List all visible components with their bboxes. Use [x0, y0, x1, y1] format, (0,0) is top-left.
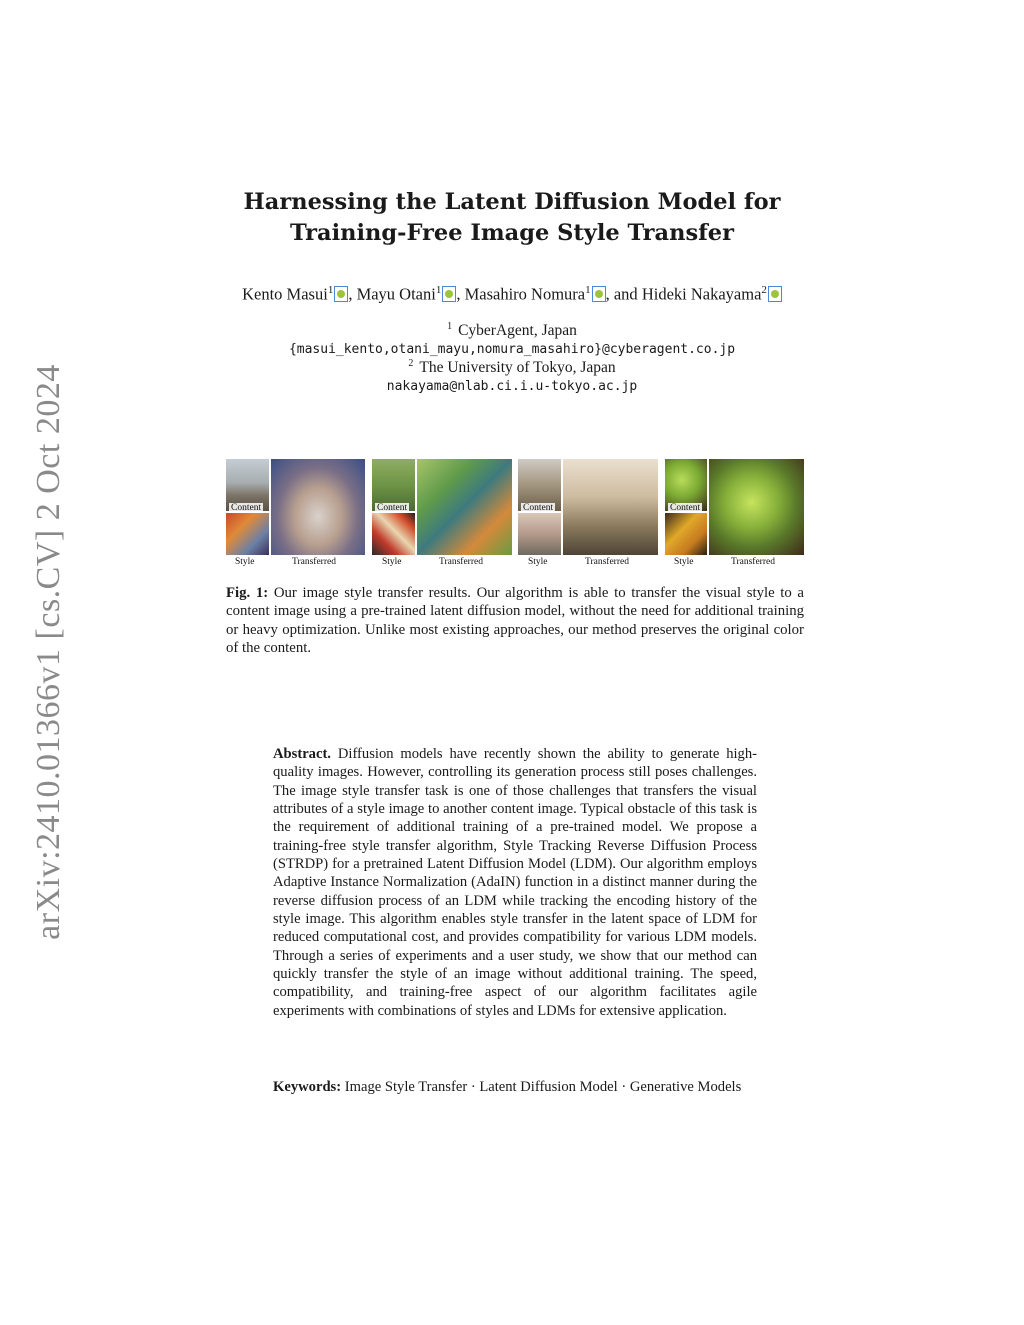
- orcid-icon[interactable]: [334, 286, 348, 302]
- caption-text: Our image style transfer results. Our algorithm is able to transfer the visual style to a content image using a pre-trained latent diffusion model, without the need for additional training or heavy optimization. Unlike most existing approaches, our method preserves the original color of the content.: [226, 585, 804, 657]
- orcid-icon[interactable]: [442, 286, 456, 302]
- affiliation-name: The University of Tokyo, Japan: [419, 359, 616, 377]
- style-label: Style: [235, 557, 255, 567]
- keywords-label: Keywords:: [273, 1079, 342, 1095]
- orcid-icon[interactable]: [592, 286, 606, 302]
- style-image-yellow-abstract: [665, 513, 707, 555]
- author-separator: , and: [605, 284, 642, 304]
- author-name: Kento Masui: [242, 284, 328, 304]
- author-affiliation-mark: 2: [761, 284, 767, 296]
- abstract-label: Abstract.: [273, 746, 331, 762]
- affiliation-2-email[interactable]: nakayama@nlab.ci.i.u-tokyo.ac.jp: [386, 379, 638, 394]
- style-image-landscape: [518, 513, 561, 555]
- affiliation-number: 2: [408, 358, 414, 369]
- content-label: Content: [231, 503, 262, 513]
- orcid-icon[interactable]: [768, 286, 782, 302]
- author-affiliation-mark: 1: [435, 284, 442, 296]
- author-list: [0, 284, 1024, 305]
- author-separator: ,: [348, 284, 357, 304]
- style-label: Style: [382, 557, 402, 567]
- arxiv-id: arXiv:2410.01366v1 [cs.CV] 2 Oct 2024: [30, 364, 67, 940]
- content-label: Content: [670, 503, 701, 513]
- style-label: Style: [674, 557, 694, 567]
- style-image-cubist: [372, 513, 415, 555]
- transferred-image-bird: [417, 459, 512, 555]
- abstract-text: Diffusion models have recently shown the ability to generate high-quality images. However, controlling its generation process still poses challenges. The image style transfer task is one of those challenges that transfers the visual attributes of a style image to another content image. Typical obstacle of this task is the requirement of additional training of a pre-trained model. We propose a training-free style transfer algorithm, Style Tracking Reverse Diffusion Process (STRDP) for a pretrained Latent Diffusion Model (LDM). Our algorithm employs Adaptive Instance Normalization (AdaIN) function in a distinct manner during the reverse diffusion process of an LDM while tracking the encoding history of the style image. This algorithm enables style transfer in the latent space of LDM for reduced computational cost, and provides compatibility for various LDM models. Through a series of experiments and a user study, we show that our method can quickly transfer the style of an image without additional training. The speed, compatibility, and training-free aspect of our algorithm facilitates agile experiments with combinations of styles and LDMs for extensive application.: [273, 746, 757, 1019]
- affiliation-number: 1: [447, 321, 453, 332]
- arxiv-watermark: [28, 364, 70, 940]
- transferred-image-castle: [563, 459, 658, 555]
- keywords-text: Image Style Transfer · Latent Diffusion Model · Generative Models: [344, 1079, 742, 1095]
- author-affiliation-mark: 1: [585, 284, 591, 296]
- paper-title-line-1: Harnessing the Latent Diffusion Model for: [243, 189, 781, 215]
- style-image-abstract: [226, 513, 269, 555]
- caption-label: Fig. 1:: [226, 585, 269, 601]
- author-name: Masahiro Nomura: [464, 284, 586, 304]
- transferred-image-tower: [271, 459, 365, 555]
- transferred-label: Transferred: [292, 557, 336, 567]
- transferred-label: Transferred: [439, 557, 483, 567]
- author-separator: ,: [456, 284, 465, 304]
- keywords: [273, 1078, 757, 1096]
- content-label: Content: [523, 503, 554, 513]
- transferred-label: Transferred: [731, 557, 775, 567]
- author-affiliation-mark: 1: [327, 284, 334, 296]
- affiliation-1: [0, 321, 1024, 340]
- transferred-image-apples: [709, 459, 804, 555]
- transferred-label: Transferred: [585, 557, 629, 567]
- author-name: Mayu Otani: [356, 284, 436, 304]
- affiliation-1-email[interactable]: {masui_kento,otani_mayu,nomura_masahiro}@cyberagent.co.jp: [288, 342, 736, 357]
- figure-1-image-grid: [226, 459, 804, 569]
- style-label: Style: [528, 557, 548, 567]
- author-name: Hideki Nakayama: [641, 284, 762, 304]
- figure-1-caption: [226, 584, 804, 658]
- affiliation-name: CyberAgent, Japan: [458, 322, 577, 340]
- paper-title-line-2: Training-Free Image Style Transfer: [290, 220, 734, 246]
- content-label: Content: [377, 503, 408, 513]
- affiliation-2: [0, 358, 1024, 377]
- abstract: [273, 745, 757, 1020]
